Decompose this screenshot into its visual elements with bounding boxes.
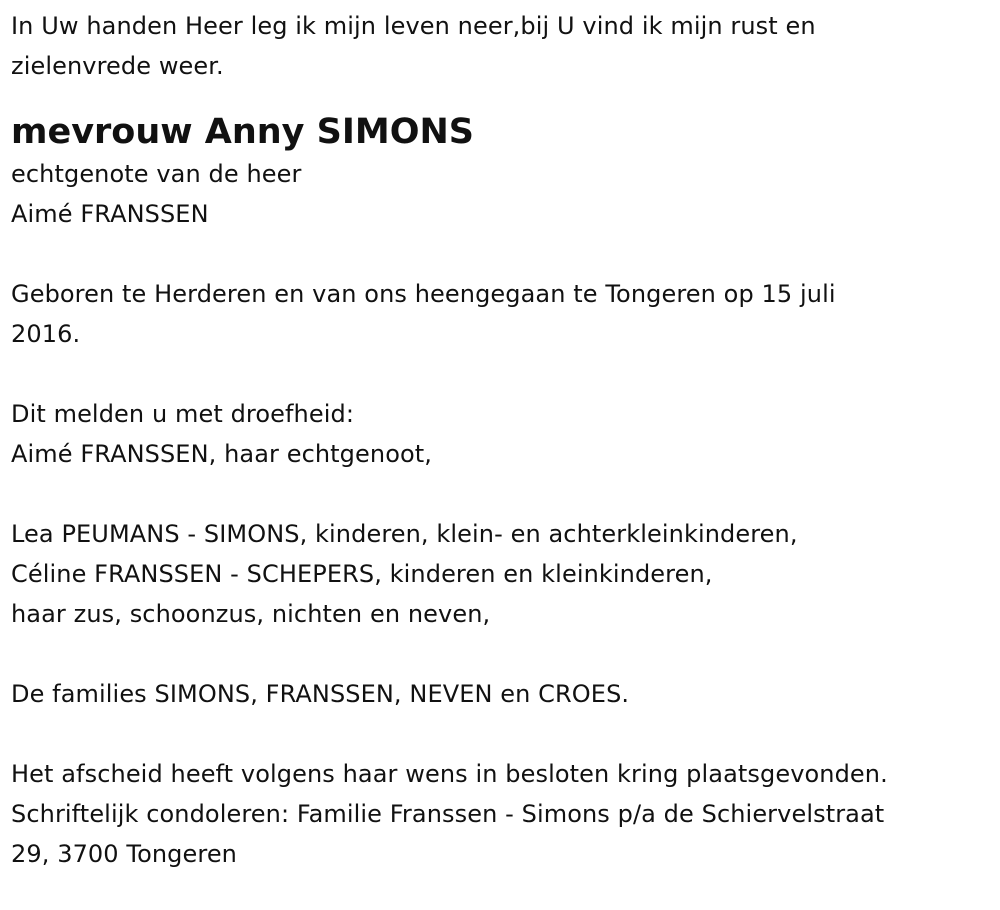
spacer <box>11 474 986 514</box>
verse-line-2: zielenvrede weer. <box>11 52 224 80</box>
spacer <box>11 634 986 674</box>
verse-line-1: In Uw handen Heer leg ik mijn leven neer,bij U vind ik mijn rust en <box>11 12 816 40</box>
spacer <box>11 354 986 394</box>
deceased-name: mevrouw Anny SIMONS <box>11 112 474 152</box>
families-line: De families SIMONS, FRANSSEN, NEVEN en CROES. <box>11 680 630 708</box>
announcement-intro: Dit melden u met droefheid: <box>11 400 355 428</box>
farewell-line-2: Schriftelijk condoleren: Familie Franssen - Simons p/a de Schiervelstraat <box>11 800 885 828</box>
spacer <box>11 234 986 274</box>
birth-death-line-2: 2016. <box>11 320 81 348</box>
announcement-spouse: Aimé FRANSSEN, haar echtgenoot, <box>11 440 433 468</box>
farewell-line-1: Het afscheid heeft volgens haar wens in besloten kring plaatsgevonden. <box>11 760 888 788</box>
deceased-spouse: Aimé FRANSSEN <box>11 200 209 228</box>
family-line-3: haar zus, schoonzus, nichten en neven, <box>11 600 491 628</box>
obituary-text <box>11 6 986 874</box>
family-line-1: Lea PEUMANS - SIMONS, kinderen, klein- en achterkleinkinderen, <box>11 520 798 548</box>
spacer <box>11 714 986 754</box>
birth-death-line-1: Geboren te Herderen en van ons heengegaan te Tongeren op 15 juli <box>11 280 836 308</box>
farewell-line-3: 29, 3700 Tongeren <box>11 840 237 868</box>
family-line-2: Céline FRANSSEN - SCHEPERS, kinderen en kleinkinderen, <box>11 560 713 588</box>
deceased-relation: echtgenote van de heer <box>11 160 302 188</box>
